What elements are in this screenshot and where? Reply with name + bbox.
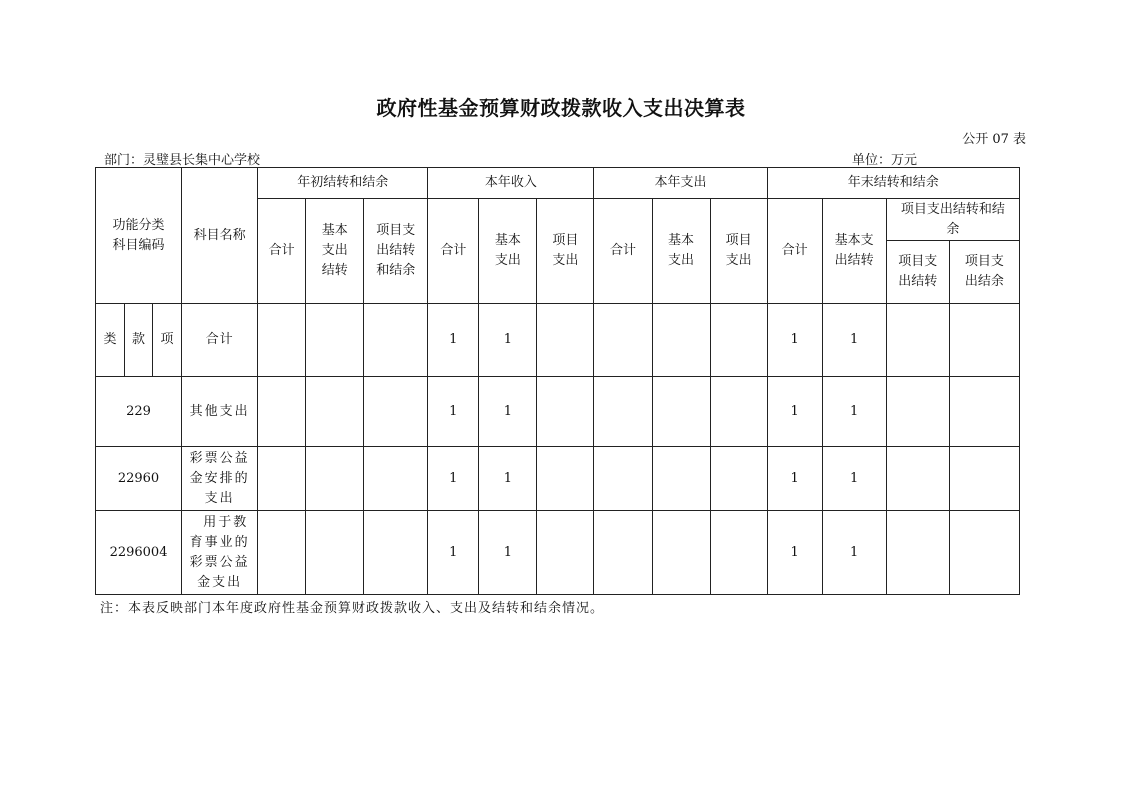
total-row — [96, 304, 1020, 377]
value-cell — [258, 447, 306, 511]
header-subject-name: 科目名称 — [182, 168, 258, 304]
value-cell: 1 — [479, 304, 537, 377]
header-expense-project: 项目 支出 — [710, 199, 767, 304]
value-cell: 1 — [428, 304, 479, 377]
value-cell — [258, 511, 306, 595]
header-expense-total: 合计 — [594, 199, 652, 304]
value-cell — [306, 377, 364, 447]
value-cell — [364, 304, 428, 377]
row-code: 22960 — [96, 447, 182, 511]
value-cell: 1 — [428, 447, 479, 511]
row-name: 其他支出 — [182, 377, 258, 447]
value-cell — [594, 304, 652, 377]
value-cell — [594, 447, 652, 511]
value-cell: 1 — [767, 447, 822, 511]
value-cell — [652, 377, 710, 447]
value-cell — [886, 511, 949, 595]
table-row — [96, 511, 1020, 595]
value-cell: 1 — [767, 377, 822, 447]
value-cell — [306, 447, 364, 511]
total-label: 合计 — [182, 304, 258, 377]
table-row — [96, 447, 1020, 511]
header-end-total: 合计 — [767, 199, 822, 304]
table-number: 公开 07 表 — [962, 132, 1026, 147]
value-cell — [886, 447, 949, 511]
header-income-total: 合计 — [428, 199, 479, 304]
value-cell — [652, 304, 710, 377]
row-code: 229 — [96, 377, 182, 447]
value-cell: 1 — [428, 377, 479, 447]
header-lei: 类 — [96, 304, 125, 377]
page-title: 政府性基金预算财政拨款收入支出决算表 — [376, 96, 746, 120]
header-kuan: 款 — [125, 304, 153, 377]
value-cell — [537, 447, 594, 511]
header-group-expense: 本年支出 — [594, 168, 767, 199]
value-cell — [364, 511, 428, 595]
header-end-project-carry: 项目支 出结转 — [886, 241, 949, 304]
value-cell — [949, 447, 1019, 511]
value-cell — [537, 304, 594, 377]
footnote: 注：本表反映部门本年度政府性基金预算财政拨款收入、支出及结转和结余情况。 — [100, 601, 605, 616]
header-begin-total: 合计 — [258, 199, 306, 304]
unit-label: 单位：万元 — [852, 153, 918, 168]
value-cell: 1 — [479, 377, 537, 447]
table-row — [96, 377, 1020, 447]
value-cell — [710, 511, 767, 595]
value-cell — [306, 511, 364, 595]
header-xiang: 项 — [153, 304, 182, 377]
row-code: 2296004 — [96, 511, 182, 595]
row-name: 用于教 育事业的 彩票公益 金支出 — [182, 511, 258, 595]
row-name: 彩票公益 金安排的 支出 — [182, 447, 258, 511]
value-cell — [710, 304, 767, 377]
value-cell — [949, 511, 1019, 595]
header-begin-basic: 基本 支出 结转 — [306, 199, 364, 304]
header-group-income: 本年收入 — [428, 168, 594, 199]
value-cell: 1 — [822, 377, 886, 447]
header-income-project: 项目 支出 — [537, 199, 594, 304]
value-cell — [364, 447, 428, 511]
value-cell: 1 — [767, 511, 822, 595]
value-cell — [949, 377, 1019, 447]
value-cell: 1 — [822, 447, 886, 511]
value-cell — [594, 511, 652, 595]
value-cell: 1 — [822, 304, 886, 377]
header-income-basic: 基本 支出 — [479, 199, 537, 304]
value-cell — [537, 511, 594, 595]
header-end-project-group: 项目支出结转和结 余 — [886, 199, 1019, 241]
value-cell — [886, 304, 949, 377]
value-cell: 1 — [822, 511, 886, 595]
value-cell — [364, 377, 428, 447]
value-cell — [652, 511, 710, 595]
header-group-end: 年末结转和结余 — [767, 168, 1019, 199]
header-end-basic: 基本支 出结转 — [822, 199, 886, 304]
value-cell — [594, 377, 652, 447]
header-begin-project: 项目支 出结转 和结余 — [364, 199, 428, 304]
value-cell — [886, 377, 949, 447]
value-cell: 1 — [479, 447, 537, 511]
value-cell — [652, 447, 710, 511]
value-cell — [258, 377, 306, 447]
department-label: 部门：灵璧县长集中心学校 — [104, 153, 261, 168]
value-cell — [949, 304, 1019, 377]
value-cell — [710, 447, 767, 511]
value-cell — [306, 304, 364, 377]
header-expense-basic: 基本 支出 — [652, 199, 710, 304]
value-cell — [258, 304, 306, 377]
header-end-project-surplus: 项目支 出结余 — [949, 241, 1019, 304]
value-cell: 1 — [767, 304, 822, 377]
value-cell — [537, 377, 594, 447]
header-group-begin: 年初结转和结余 — [258, 168, 428, 199]
value-cell: 1 — [479, 511, 537, 595]
value-cell — [710, 377, 767, 447]
value-cell: 1 — [428, 511, 479, 595]
budget-table — [95, 167, 1020, 595]
header-func-code: 功能分类 科目编码 — [96, 168, 182, 304]
